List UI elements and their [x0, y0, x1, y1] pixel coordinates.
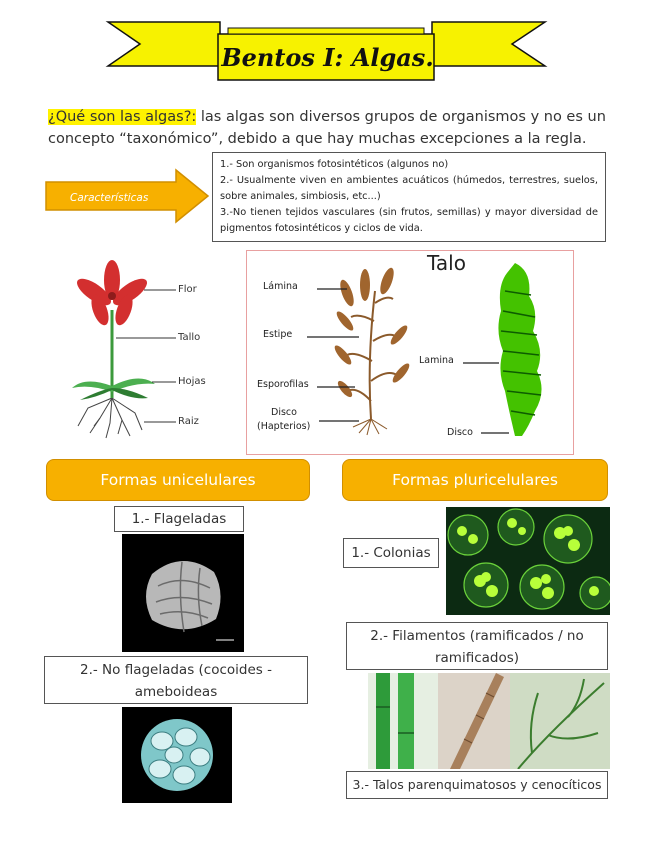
plant-diagram — [60, 258, 220, 443]
talo-label-estipe: Estipe — [263, 329, 293, 340]
characteristics-box — [212, 152, 606, 242]
no-flageladas-line2: ameboideas — [134, 684, 218, 700]
multicellular-item-colonias: 1.- Colonias — [343, 538, 439, 568]
talo-label-disco-right: Disco — [447, 427, 473, 438]
characteristic-3: 3.-No tienen tejidos vasculares (sin frutos, semillas) y mayor diversidad de pigmentos fotosintéticos y ciclos de vida. — [220, 207, 598, 234]
filamentos-line2: ramificados) — [434, 650, 520, 666]
filaments-photo — [368, 673, 610, 769]
colonies-photo — [446, 507, 610, 615]
flagellate-photo — [122, 534, 244, 652]
plant-label-leaves: Hojas — [178, 376, 206, 387]
intro-question: ¿Qué son las algas?: — [48, 109, 197, 125]
no-flageladas-line1: 2.- No flageladas (cocoides - — [80, 662, 272, 678]
unicellular-header: Formas unicelulares — [46, 459, 310, 501]
talo-label-esporofilas: Esporofilas — [257, 379, 309, 390]
characteristic-2: 2.- Usualmente viven en ambientes acuáticos (húmedos, terrestres, suelos, sobre animales, simbiosis, etc...) — [220, 175, 598, 202]
multicellular-header: Formas pluricelulares — [342, 459, 608, 501]
talo-diagram — [246, 250, 574, 455]
talo-title: Talo — [427, 251, 466, 275]
talo-label-hapterios: (Hapterios) — [257, 421, 311, 432]
plant-label-flower: Flor — [178, 284, 197, 295]
filamentos-line1: 2.- Filamentos (ramificados / no — [370, 628, 584, 644]
talo-label-disco-left: Disco — [271, 407, 297, 418]
plant-label-root: Raiz — [178, 416, 199, 427]
talo-label-lamina-right: Lamina — [419, 355, 454, 366]
unicellular-item-no-flageladas — [44, 656, 308, 704]
talo-label-lamina-left: Lámina — [263, 281, 298, 292]
coccolithophore-photo — [122, 707, 232, 803]
multicellular-item-filamentos — [346, 622, 608, 670]
characteristics-label: Características — [70, 192, 149, 204]
multicellular-item-talos: 3.- Talos parenquimatosos y cenocíticos — [346, 771, 608, 799]
intro-text: las algas son diversos grupos de organismos y no es un concepto “taxonómico”, debido a que hay muchas excepciones a la regla. — [48, 109, 606, 147]
plant-label-stem: Tallo — [178, 332, 201, 343]
characteristic-1: 1.- Son organismos fotosintéticos (algunos no) — [220, 159, 449, 170]
unicellular-item-flageladas: 1.- Flageladas — [114, 506, 244, 532]
intro-paragraph — [48, 106, 618, 150]
page-title: Bentos I: Algas. — [221, 43, 434, 72]
